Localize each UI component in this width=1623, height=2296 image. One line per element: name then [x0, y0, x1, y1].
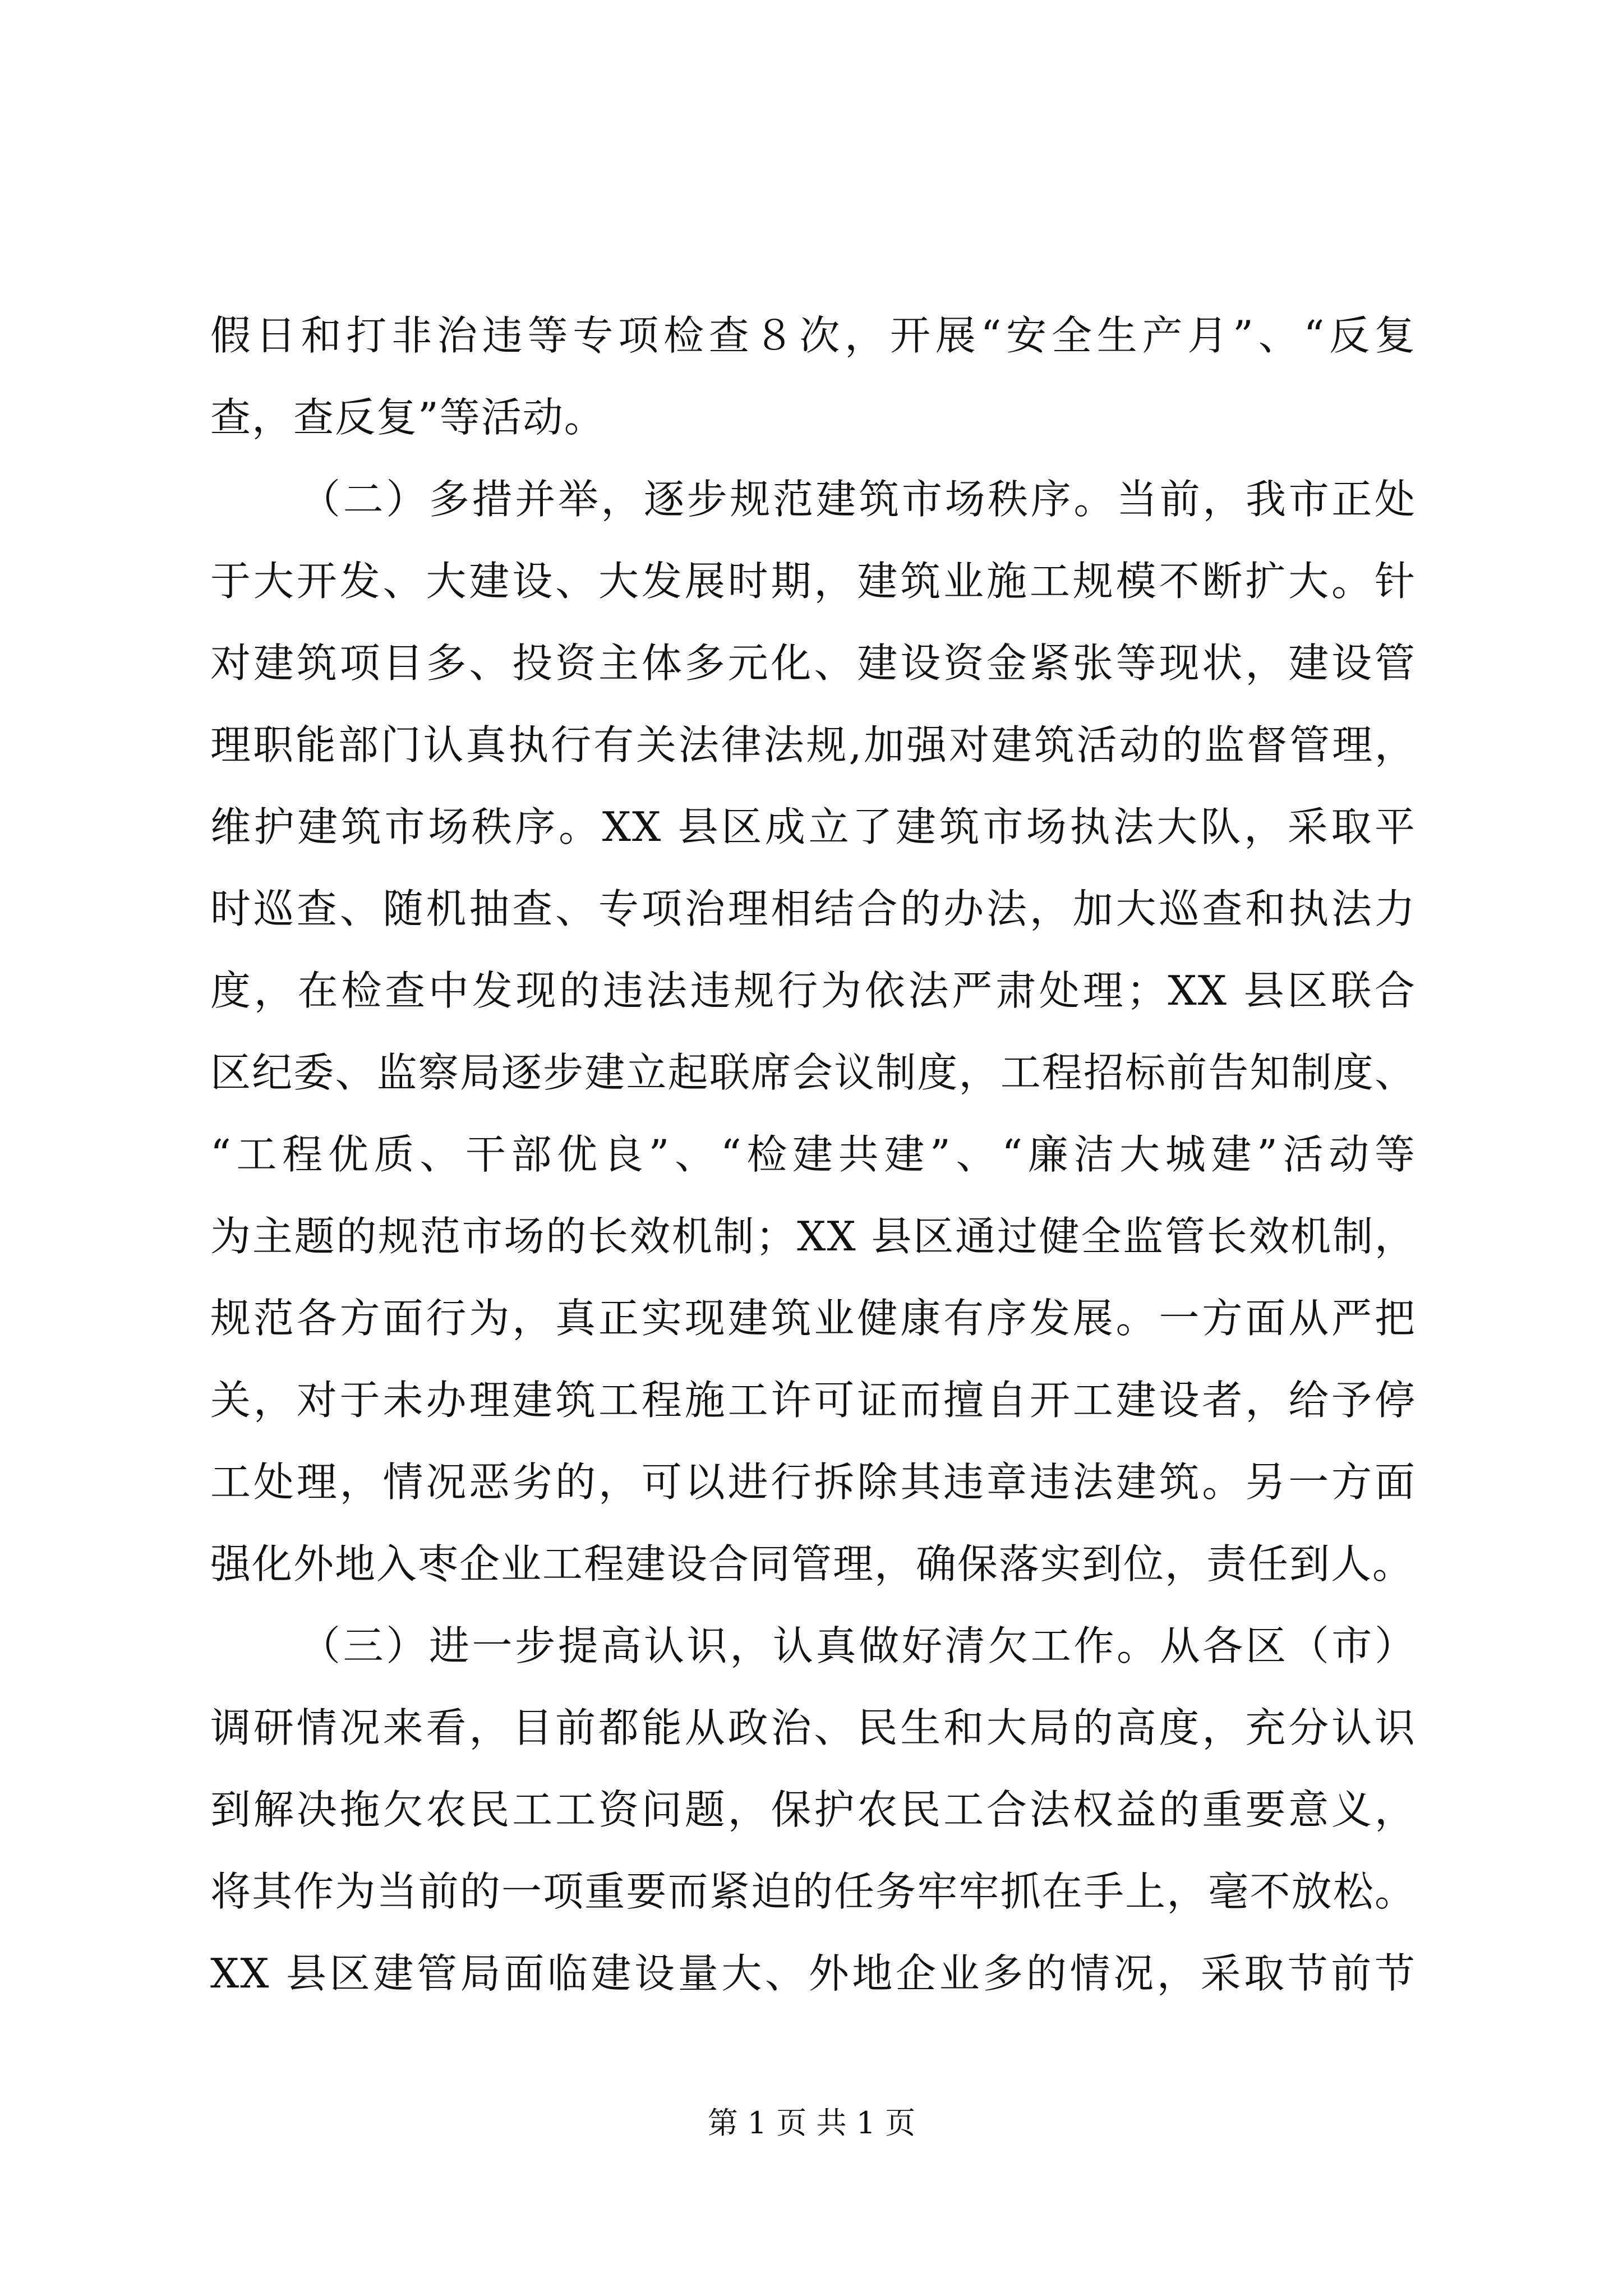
- text-line: 将其作为当前的一项重要而紧迫的任务牢牢抓在手上，毫不放松。: [210, 1868, 1416, 1915]
- text-line: 关，对于未办理建筑工程施工许可证而擅自开工建设者，给予停: [210, 1377, 1416, 1424]
- document-body: [210, 295, 1416, 2014]
- text-line: 对建筑项目多、投资主体多元化、建设资金紧张等现状，建设管: [210, 639, 1416, 687]
- text-line: 强化外地入枣企业工程建设合同管理，确保落实到位，责任到人。: [210, 1540, 1414, 1588]
- text-line: 时巡查、随机抽查、专项治理相结合的办法，加大巡查和执法力: [210, 885, 1416, 932]
- text-line: 度，在检查中发现的违法违规行为依法严肃处理；XX 县区联合: [210, 967, 1416, 1014]
- page-footer: 第 1 页 共 1 页: [707, 2105, 916, 2141]
- text-line: 维护建筑市场秩序。XX 县区成立了建筑市场执法大队，采取平: [210, 803, 1416, 850]
- paragraph-start-line: （三）进一步提高认识，认真做好清欠工作。从各区（市）: [300, 1622, 1416, 1669]
- paragraph-start-line: （二）多措并举，逐步规范建筑市场秩序。当前，我市正处: [300, 476, 1416, 523]
- text-line: 于大开发、大建设、大发展时期，建筑业施工规模不断扩大。针: [210, 558, 1416, 605]
- text-line: 区纪委、监察局逐步建立起联席会议制度，工程招标前告知制度、: [210, 1049, 1416, 1096]
- text-line: 查，查反复”等活动。: [210, 394, 606, 441]
- text-line: 规范各方面行为，真正实现建筑业健康有序发展。一方面从严把: [210, 1295, 1416, 1342]
- text-line: “工程优质、干部优良”、“检建共建”、“廉洁大城建”活动等: [210, 1131, 1416, 1178]
- text-line: 理职能部门认真执行有关法律法规,加强对建筑活动的监督管理，: [210, 721, 1416, 769]
- text-line: 调研情况来看，目前都能从政治、民生和大局的高度，充分认识: [210, 1704, 1416, 1751]
- text-line: 到解决拖欠农民工工资问题，保护农民工合法权益的重要意义，: [210, 1786, 1416, 1833]
- text-line: 为主题的规范市场的长效机制；XX 县区通过健全监管长效机制，: [210, 1213, 1416, 1260]
- text-line: 假日和打非治违等专项检查８次，开展“安全生产月”、“反复: [210, 312, 1416, 359]
- text-line: XX 县区建管局面临建设量大、外地企业多的情况，采取节前节: [210, 1950, 1416, 1997]
- text-line: 工处理，情况恶劣的，可以进行拆除其违章违法建筑。另一方面: [210, 1458, 1416, 1506]
